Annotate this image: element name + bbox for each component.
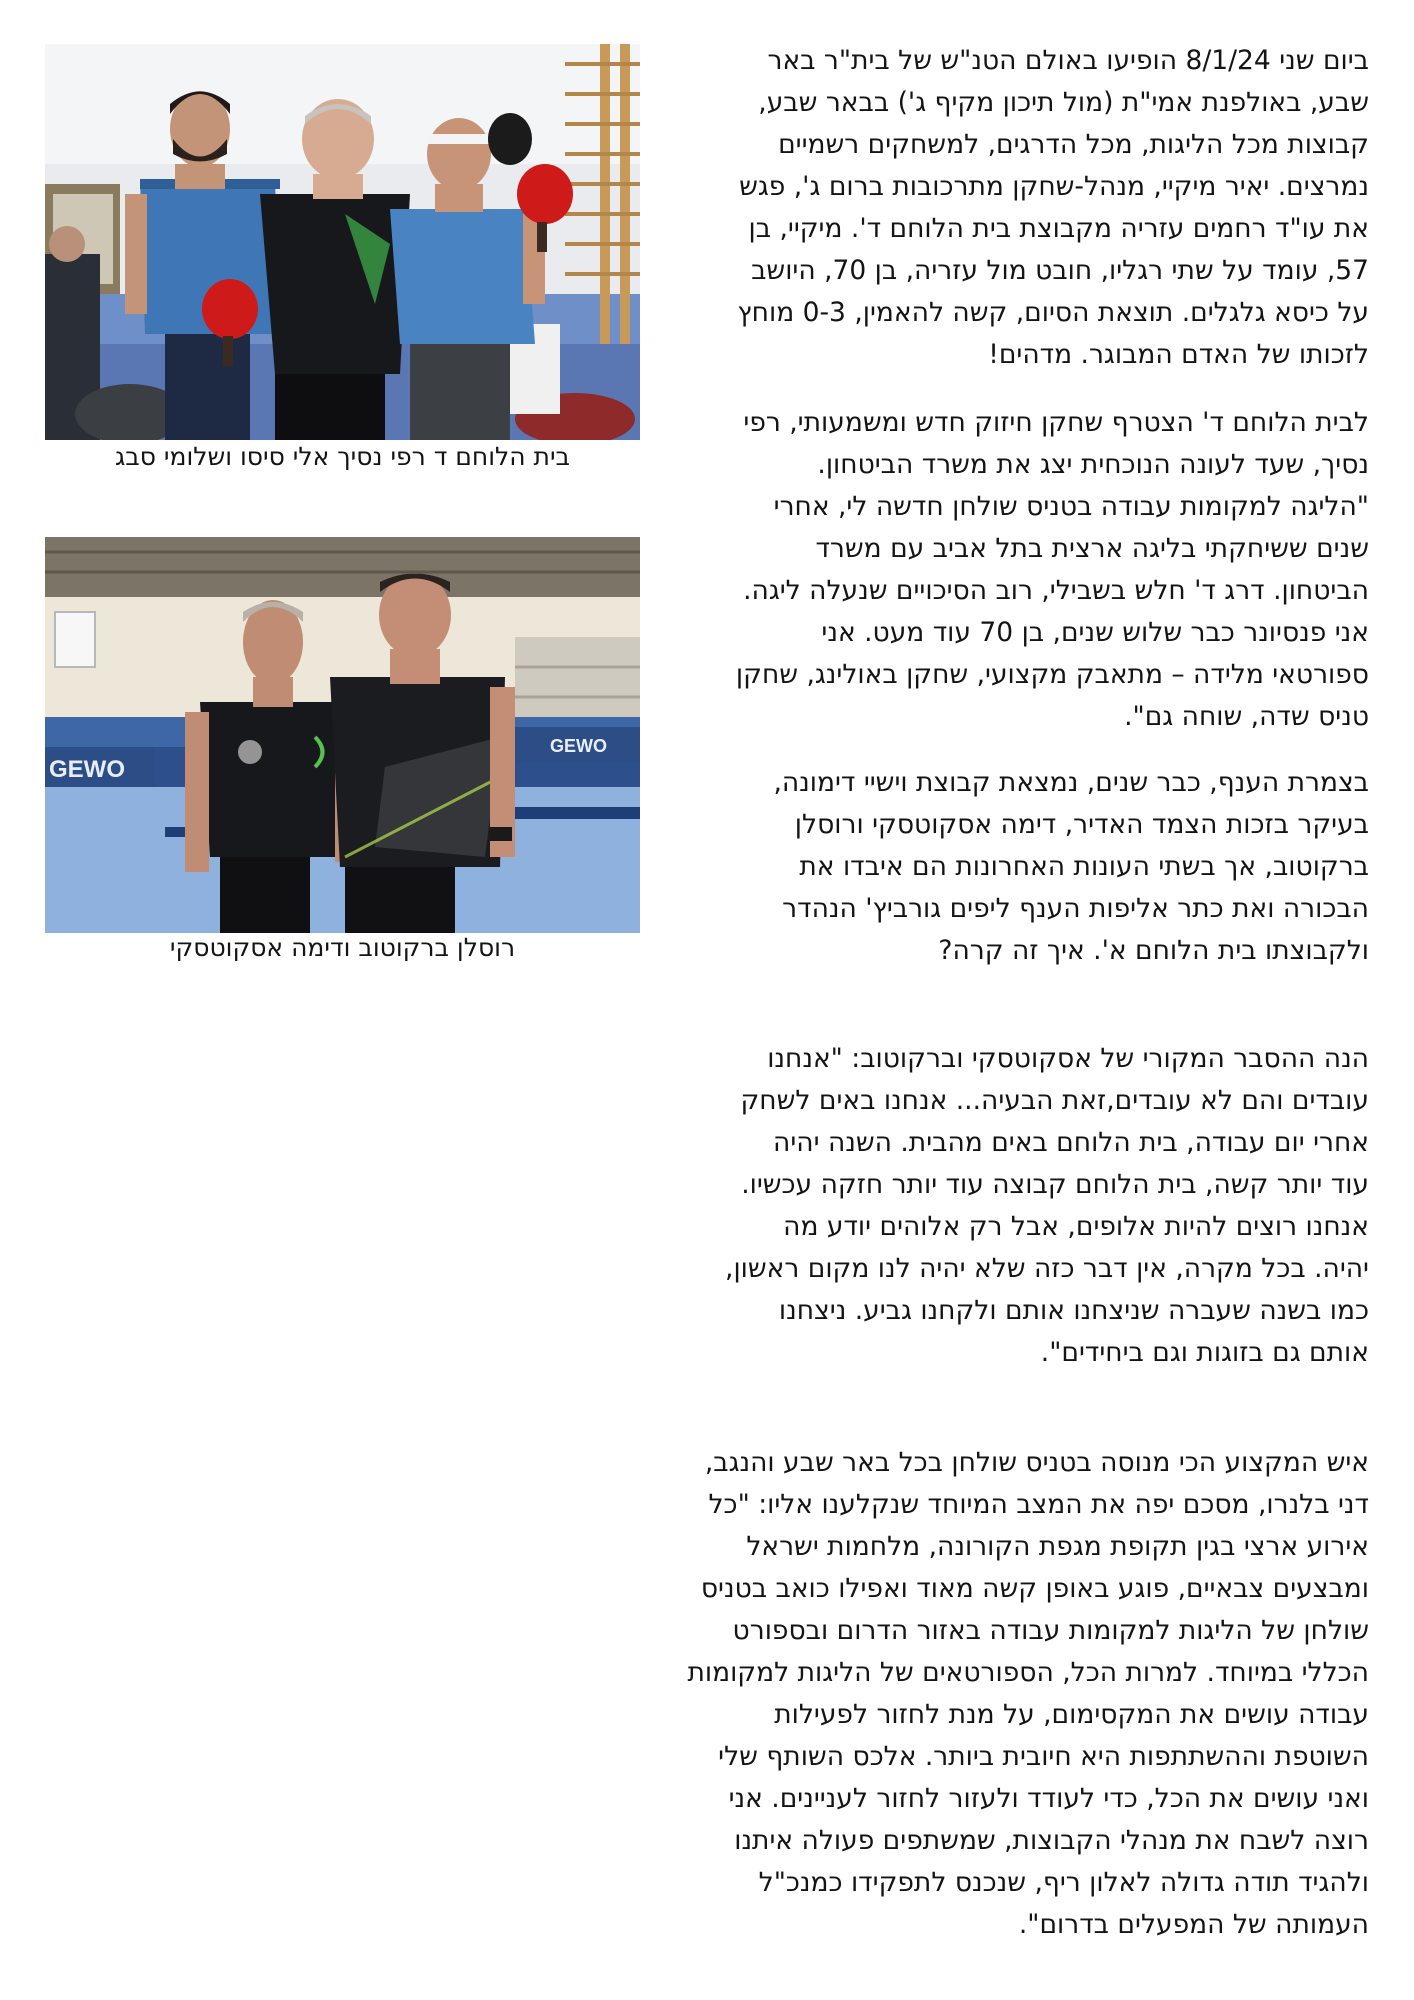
paragraph-3: בצמרת הענף, כבר שנים, נמצאת קבוצת וישיי דימונה, בעיקר בזכות הצמד האדיר, דימה אסקוטסקי ורוסלן ברקוטוב, אך בשתי העונות האחרונות הם איבדו את הבכורה ואת כתר אליפות הענף ליפים גורביץ' הנהדר ולקבוצתו בית הלוחם א'. איך זה קרה? <box>773 767 1369 966</box>
photo-dimona-players <box>45 537 640 933</box>
photo-caption-2: רוסלן ברקוטוב ודימה אסקוטסקי <box>169 933 516 962</box>
paragraph-2: לבית הלוחם ד' הצטרף שחקן חיזוק חדש ומשמעותי, רפי נסיך, שעד לעונה הנוכחית יצג את משרד הביטחון. "הליגה למקומות עבודה בטניס שולחן חדשה לי, אחרי שנים ששיחקתי בליגה ארצית בתל אביב עם משרד הביטחון. דרג ד' חלש בשבילי, רוב הסיכויים שנעלה ליגה. אני פנסיונר כבר שלוש שנים, בן 70 עוד מעט. אני ספורטאי מלידה – מתאבק מקצועי, שחקן באולינג, שחקן טניס שדה, שוחה גם". <box>735 407 1369 732</box>
paragraph-4: הנה ההסבר המקורי של אסקוטסקי וברקוטוב: "אנחנו עובדים והם לא עובדים,זאת הבעיה... אנחנו באים לשחק אחרי יום עבודה, בית הלוחם באים מהבית. השנה יהיה עוד יותר קשה, בית הלוחם קבוצה עוד יותר חזקה עכשיו. אנחנו רוצים להיות אלופים, אבל רק אלוהים יודע מה יהיה. בכל מקרה, אין דבר כזה שלא יהיה לנו מקום ראשון, כמו בשנה שעברה שניצחנו אותם ולקחנו גביע. ניצחנו אותם גם בזוגות וגם ביחידים". <box>725 1043 1369 1368</box>
photo-team-players <box>45 44 640 440</box>
paragraph-5: איש המקצוע הכי מנוסה בטניס שולחן בכל באר שבע והנגב, דני בלנרו, מסכם יפה את המצב המיוחד שנקלענו אליו: "כל אירוע ארצי בגין תקופת מגפת הקורונה, מלחמות ישראל ומבצעים צבאיים, פוגע באופן קשה מאוד ואפילו כואב בטניס שולחן של הליגות למקומות עבודה באזור הדרום ובספורט הכללי במיוחד. למרות הכל, הספורטאים של הליגות למקומות עבודה עושים את המקסימום, על מנת לחזור לפעילות השוטפת וההשתתפות היא חיובית ביותר. אלכס השותף שלי ואני עושים את הכל, כדי לעודד ולעזור לחזור לעניינים. אני רוצה לשבח את מנהלי הקבוצות, שמשתפים פעולה איתנו ולהגיד תודה גדולה לאלון ריף, שנכנס לתפקידו כמנכ"ל העמותה של המפעלים בדרום". <box>687 1447 1369 1940</box>
photo-caption-1: בית הלוחם ד רפי נסיך אלי סיסו ושלומי סבג <box>115 442 570 471</box>
paragraph-1: ביום שני 8/1/24 הופיעו באולם הטנ"ש של בית"ר באר שבע, באולפנת אמי"ת (מול תיכון מקיף ג') בבאר שבע, קבוצות מכל הליגות, מכל הדרגים, למשחקים רשמיים נמרצים. יאיר מיקיי, מנהל-שחקן מתרכובות ברום ג', פגש את עו"ד רחמים עזריה מקבוצת בית הלוחם ד'. מיקיי, בן 57, עומד על שתי רגליו, חובט מול עזריה, בן 70, היושב על כיסא גלגלים. תוצאת הסיום, קשה להאמין, 0-3 מוחץ לזכותו של האדם המבוגר. מדהים! <box>737 45 1369 370</box>
gewo-banner-left: GEWO <box>49 756 125 783</box>
gewo-banner-right: GEWO <box>550 736 607 756</box>
